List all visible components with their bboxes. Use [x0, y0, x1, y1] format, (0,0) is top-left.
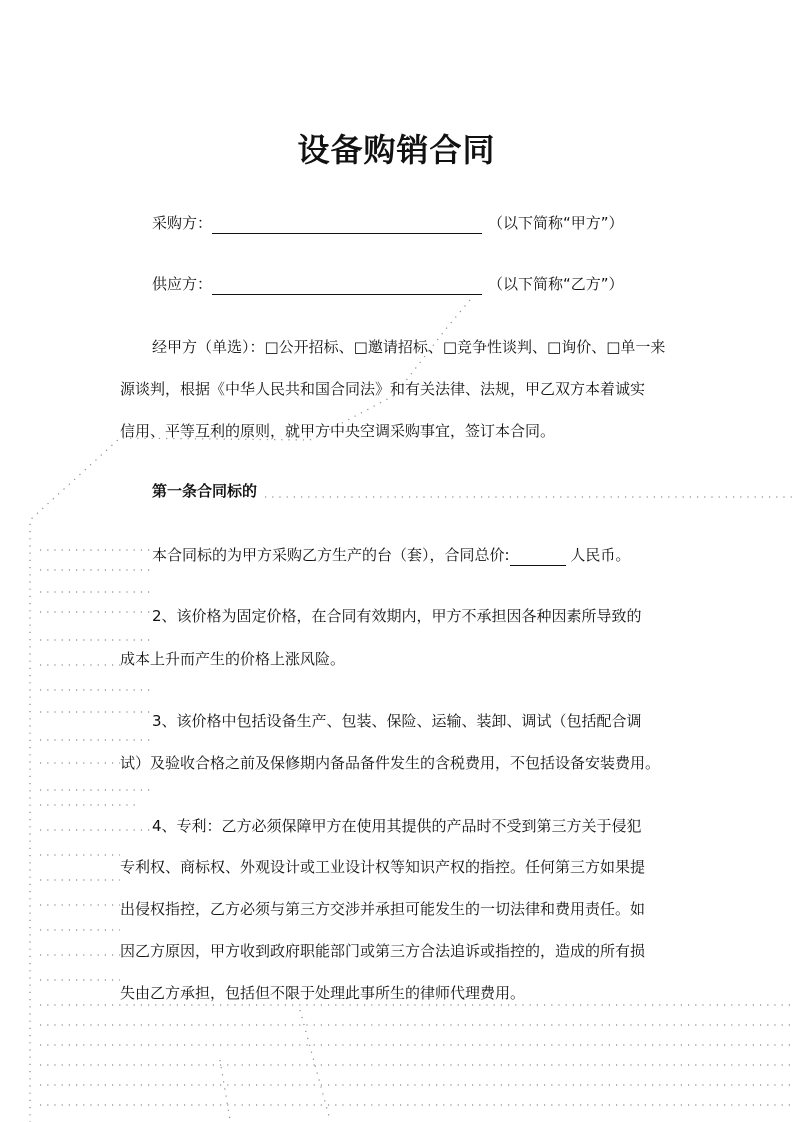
- clause-3-line: 3、该价格中包括设备生产、包装、保险、运输、装卸、调试（包括配合调: [152, 712, 642, 730]
- intro-line: 源谈判，根据《中华人民共和国合同法》和有关法律、法规，甲乙双方本着诚实: [120, 380, 646, 398]
- document-title: 设备购销合同: [297, 131, 496, 169]
- party-b-row: [152, 273, 624, 295]
- party-b-blank[interactable]: [212, 274, 482, 295]
- party-b-label: 供应方：: [152, 275, 213, 293]
- clause-1-text: 本合同标的为甲方采购乙方生产的台（套），合同总价:: [152, 546, 510, 564]
- clause-4-line: 专利权、商标权、外观设计或工业设计权等知识产权的指控。任何第三方如果提: [120, 858, 646, 876]
- total-price-blank[interactable]: [510, 545, 566, 566]
- article-1-heading: 第一条合同标的: [152, 482, 258, 500]
- intro-line: 信用、平等互利的原则，就甲方中央空调采购事宜，签订本合同。: [120, 422, 556, 440]
- clause-1: [152, 544, 630, 566]
- clause-1-currency: 人民币。: [565, 546, 631, 564]
- clause-3-line: 试）及验收合格之前及保修期内备品备件发生的含税费用，不包括设备安装费用。: [120, 754, 661, 772]
- party-a-label: 采购方：: [152, 214, 213, 232]
- party-a-suffix: （以下简称“甲方”）: [488, 214, 624, 232]
- clause-2-line: 2、该价格为固定价格，在合同有效期内，甲方不承担因各种因素所导致的: [152, 607, 642, 625]
- clause-4-line: 因乙方原因，甲方收到政府职能部门或第三方合法追诉或指控的，造成的所有损: [120, 942, 646, 960]
- party-a-blank[interactable]: [212, 213, 482, 234]
- party-a-row: [152, 212, 624, 234]
- clause-4-line: 4、专利：乙方必须保障甲方在使用其提供的产品时不受到第三方关于侵犯: [152, 817, 642, 835]
- party-b-suffix: （以下简称“乙方”）: [488, 275, 624, 293]
- intro-line: 经甲方（单选）：□公开招标、□邀请招标、□竞争性谈判、□询价、□单一来: [152, 338, 666, 356]
- clause-4-line: 失由乙方承担，包括但不限于处理此事所生的律师代理费用。: [120, 984, 526, 1002]
- clause-4-line: 出侵权指控，乙方必须与第三方交涉并承担可能发生的一切法律和费用责任。如: [120, 900, 646, 918]
- clause-2-line: 成本上升而产生的价格上涨风险。: [120, 650, 346, 668]
